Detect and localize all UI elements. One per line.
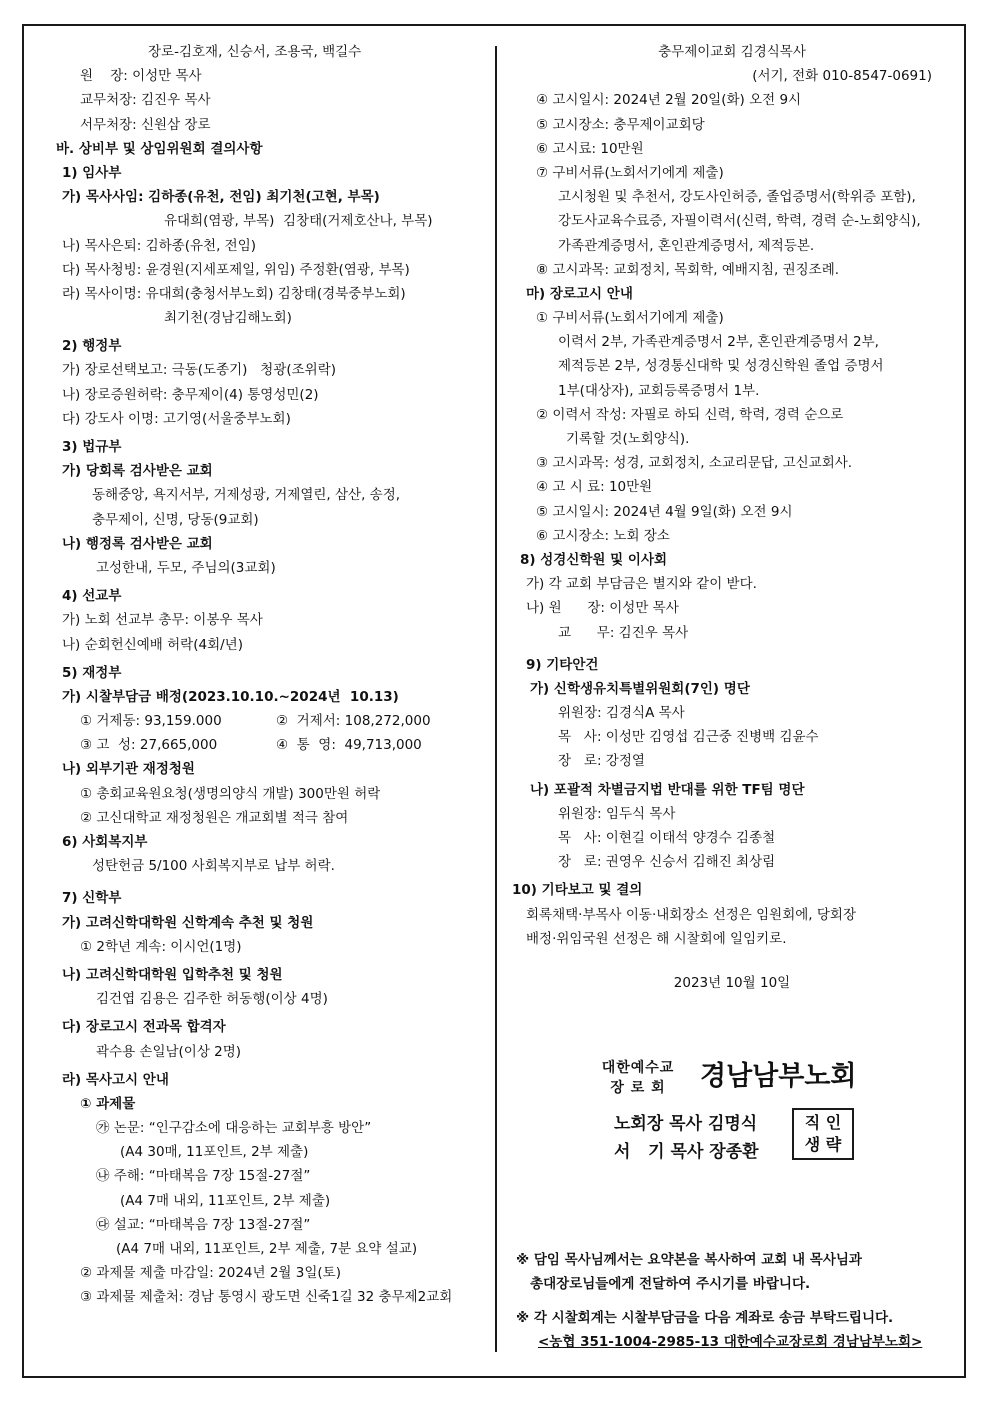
right-line: 10) 기타보고 및 결의 [512,882,643,899]
left-line: 3) 법규부 [62,439,122,455]
left-line: 나) 목사은퇴: 김하종(유천, 전임) [62,237,257,254]
right-line: ① 구비서류(노회서기에게 제출) [536,310,724,327]
left-line: (A4 30매, 11포인트, 2부 제출) [120,1144,309,1161]
left-line: 최기천(경남김해노회) [164,310,292,327]
right-line: 배정·위임국원 선정은 해 시찰회에 일임키로. [526,930,787,947]
left-line: ① 총회교육원요청(생명의양식 개발) 300만원 허락 [80,785,381,802]
left-line: ㉯ 주해: “마태복음 7장 15절-27절” [96,1168,311,1185]
presbytery-name: 경남남부노회 [700,1061,857,1092]
left-line: 다) 목사청빙: 윤경원(지세포제일, 위임) 주정환(염광, 부목) [62,261,410,278]
right-line: 2023년 10월 10일 [673,974,791,991]
right-line: 고시청원 및 추천서, 강도사인허증, 졸업증명서(학위증 포함), [558,189,916,206]
right-line: ③ 고시과목: 성경, 교회정치, 소교리문답, 고신교회사. [536,455,853,472]
left-line [56,709,486,733]
left-line: (A4 7매 내외, 11포인트, 2부 제출, 7분 요약 설교) [116,1241,418,1257]
left-line: 나) 외부기관 재정청원 [62,761,195,778]
right-line: 장 로: 권영우 신승서 김해진 최상림 [558,854,776,871]
right-line: (서기, 전화 010-8547-0691) [752,68,932,85]
signature-lines [614,1110,759,1166]
left-line: ② 과제물 제출 마감일: 2024년 2월 3일(토) [80,1265,341,1282]
seal-line-2: 생 략 [804,1135,842,1154]
budget-entry: ④ 통 영: 49,713,000 [276,737,422,754]
right-line: ⑧ 고시과목: 교회정치, 목회학, 예배지침, 권징조례. [536,261,840,278]
left-line: (A4 7매 내외, 11포인트, 2부 제출) [120,1192,331,1209]
left-line: 나) 고려신학대학원 입학추천 및 청원 [62,966,283,983]
left-line: 4) 선교부 [62,588,122,605]
note-line: ※ 각 시찰회계는 시찰부담금을 다음 계좌로 송금 부탁드립니다. [516,1310,894,1326]
right-line: 장 로: 강정열 [558,753,645,770]
column-divider [495,46,497,1352]
left-line: ㉮ 논문: “인구감소에 대응하는 교회부흥 방안” [96,1120,372,1137]
right-line: 가) 신학생유치특별위원회(7인) 명단 [530,680,750,697]
moderator-line: 노회장 목사 김명식 [614,1114,758,1134]
right-line: ⑥ 고시료: 10만원 [536,140,644,157]
left-line: 장로-김호재, 신승서, 조용국, 백길수 [148,44,362,60]
signature-org [588,1058,688,1098]
left-line: 가) 고려신학대학원 신학계속 추천 및 청원 [62,914,314,931]
right-column [512,40,952,995]
right-line: 나) 포괄적 차별금지법 반대를 위한 TF팀 명단 [530,781,805,798]
budget-entry: ① 거제동: 93,159.000 [80,713,222,730]
note-line: 총대장로님들에게 전달하여 주시기를 바랍니다. [516,1276,811,1292]
left-line: ㉰ 설교: “마태복음 7장 13절-27절” [96,1216,311,1233]
left-line: 7) 신학부 [62,890,122,907]
right-line: 목 사: 이성만 김영섭 김근중 진병백 김윤수 [558,729,819,746]
budget-entry: ③ 고 성: 27,665,000 [80,737,218,754]
left-line: 나) 순회헌신예배 허락(4회/년) [62,636,243,653]
right-line: 가) 각 교회 부담금은 별지와 같이 받다. [526,576,757,593]
left-line: ① 2학년 계속: 이시언(1명) [80,938,242,955]
left-line: 6) 사회복지부 [62,834,148,850]
left-column [56,40,486,1310]
seal-line-1: 직 인 [804,1113,842,1132]
left-line: 충무제이, 신명, 당동(9교회) [92,511,259,528]
right-line: 회록채택·부목사 이동·내회장소 선정은 임원회에, 당회장 [526,906,856,923]
notes [516,1248,956,1354]
bank-account: <농협 351-1004-2985-13 대한예수교장로회 경남남부노회> [538,1334,923,1350]
left-line: 가) 시찰부담금 배정(2023.10.10.~2024년 10.13) [62,688,399,705]
right-line: 위원장: 임두식 목사 [558,805,676,822]
left-line: 고성한내, 두모, 주님의(3교회) [96,559,276,576]
left-line: 동해중앙, 욕지서부, 거제성광, 거제열린, 삼산, 송정, [92,487,401,504]
left-line: 교무처장: 김진우 목사 [80,92,211,109]
left-line: ① 과제물 [80,1095,136,1112]
right-line: 충무제이교회 김경식목사 [658,44,806,60]
left-line: 서무처장: 신원삼 장로 [80,116,211,133]
left-line: 다) 강도사 이명: 고기영(서울중부노회) [62,410,291,427]
left-line: 다) 장로고시 전과목 합격자 [62,1019,226,1036]
left-line: 곽수용 손일남(이상 2명) [96,1043,242,1060]
clerk-line: 서 기 목사 장종환 [614,1142,759,1162]
right-line: 마) 장로고시 안내 [526,285,633,302]
left-line: 가) 목사사임: 김하종(유천, 전임) 최기천(고현, 부목) [62,189,380,206]
left-line: 1) 임사부 [62,164,122,181]
seal-box [792,1108,854,1160]
org-line-1: 대한예수교 [601,1060,675,1076]
left-line: 원 장: 이성만 목사 [80,68,202,85]
right-line: 이력서 2부, 가족관계증명서 2부, 혼인관계증명서 2부, [558,334,879,351]
left-line: 김건엽 김용은 김주한 허동행(이상 4명) [96,991,328,1008]
budget-entry: ② 거제서: 108,272,000 [276,713,431,730]
right-line: 가족관계증명서, 혼인관계증명서, 제적등본. [558,237,815,254]
right-line: ⑤ 고시일시: 2024년 4월 9일(화) 오전 9시 [536,503,793,520]
left-line: 가) 당회록 검사받은 교회 [62,463,213,480]
left-line: 5) 재정부 [62,664,122,681]
right-line: 목 사: 이현길 이태석 양경수 김종철 [558,830,776,846]
right-line: ⑥ 고시장소: 노회 장소 [536,527,670,544]
right-line: 강도사교육수료증, 자필이력서(신력, 학력, 경력 순-노회양식), [558,213,921,230]
right-line: ④ 고 시 료: 10만원 [536,479,653,496]
left-line: 라) 목사이명: 유대희(충청서부노회) 김창태(경북중부노회) [62,285,406,302]
left-line: 유대희(염광, 부목) 김창태(거제호산나, 부목) [164,213,433,230]
right-line: 9) 기타안건 [526,656,599,673]
note-line: ※ 담임 목사님께서는 요약본을 복사하여 교회 내 목사님과 [516,1252,862,1268]
left-line: 바. 상비부 및 상임위원회 결의사항 [56,140,263,157]
right-line: 기록할 것(노회양식). [566,431,690,447]
left-line: 가) 장로선택보고: 극동(도종기) 청광(조위락) [62,362,337,379]
left-line: 가) 노회 선교부 총무: 이봉우 목사 [62,612,263,629]
left-line: 성탄헌금 5/100 사회복지부로 납부 허락. [92,858,335,875]
left-line: ② 고신대학교 재정청원은 개교회별 적극 참여 [80,809,349,826]
right-line: ⑦ 구비서류(노회서기에게 제출) [536,164,724,181]
left-line: 라) 목사고시 안내 [62,1071,169,1088]
left-line: ③ 과제물 제출처: 경남 통영시 광도면 신죽1길 32 충무제2교회 [80,1289,453,1306]
left-line: 나) 장로증원허락: 충무제이(4) 통영성민(2) [62,386,319,403]
org-line-2: 장 로 회 [610,1080,666,1096]
right-line: ② 이력서 작성: 자필로 하되 신력, 학력, 경력 순으로 [536,406,844,423]
right-line: 나) 원 장: 이성만 목사 [526,600,679,617]
left-line [56,733,486,757]
left-line: 2) 행정부 [62,338,122,355]
right-line: 8) 성경신학원 및 이사회 [520,551,668,568]
left-line: 나) 행정록 검사받은 교회 [62,535,213,552]
right-line: ⑤ 고시장소: 충무제이교회당 [536,116,705,133]
right-line: 제적등본 2부, 성경통신대학 및 성경신학원 졸업 증명서 [558,358,884,375]
right-line: 1부(대상자), 교회등록증명서 1부. [558,382,760,399]
right-line: 교 무: 김진우 목사 [558,624,689,641]
right-line: 위원장: 김경식A 목사 [558,705,685,722]
right-line: ④ 고시일시: 2024년 2월 20일(화) 오전 9시 [536,92,802,109]
